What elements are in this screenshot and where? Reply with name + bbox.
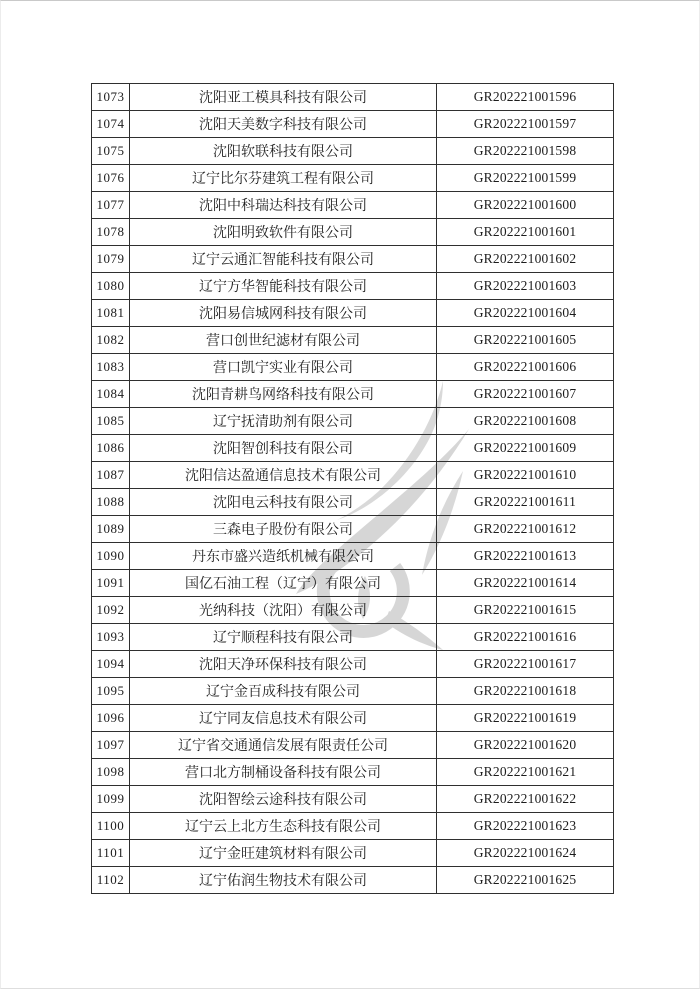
reg-code-cell: GR202221001625: [437, 867, 614, 894]
table-row: [92, 759, 614, 786]
reg-code-cell: GR202221001596: [437, 84, 614, 111]
table-row: [92, 489, 614, 516]
reg-code-cell: GR202221001610: [437, 462, 614, 489]
table-row: [92, 84, 614, 111]
reg-code-cell: GR202221001621: [437, 759, 614, 786]
row-number-cell: 1075: [92, 138, 130, 165]
row-number-cell: 1100: [92, 813, 130, 840]
company-name-cell: 辽宁佑润生物技术有限公司: [130, 867, 437, 894]
table-row: [92, 354, 614, 381]
row-number-cell: 1092: [92, 597, 130, 624]
row-number-cell: 1081: [92, 300, 130, 327]
row-number-cell: 1091: [92, 570, 130, 597]
company-name-cell: 辽宁同友信息技术有限公司: [130, 705, 437, 732]
reg-code-cell: GR202221001617: [437, 651, 614, 678]
company-name-cell: 沈阳明致软件有限公司: [130, 219, 437, 246]
row-number-cell: 1079: [92, 246, 130, 273]
table-row: [92, 300, 614, 327]
reg-code-cell: GR202221001613: [437, 543, 614, 570]
reg-code-cell: GR202221001616: [437, 624, 614, 651]
company-name-cell: 光纳科技（沈阳）有限公司: [130, 597, 437, 624]
table-row: [92, 651, 614, 678]
row-number-cell: 1085: [92, 408, 130, 435]
reg-code-cell: GR202221001624: [437, 840, 614, 867]
reg-code-cell: GR202221001606: [437, 354, 614, 381]
company-name-cell: 辽宁金百成科技有限公司: [130, 678, 437, 705]
company-name-cell: 三森电子股份有限公司: [130, 516, 437, 543]
table-row: [92, 246, 614, 273]
row-number-cell: 1076: [92, 165, 130, 192]
reg-code-cell: GR202221001615: [437, 597, 614, 624]
reg-code-cell: GR202221001611: [437, 489, 614, 516]
table-row: [92, 597, 614, 624]
reg-code-cell: GR202221001609: [437, 435, 614, 462]
company-name-cell: 沈阳青耕鸟网络科技有限公司: [130, 381, 437, 408]
company-name-cell: 辽宁金旺建筑材料有限公司: [130, 840, 437, 867]
table-row: [92, 165, 614, 192]
row-number-cell: 1080: [92, 273, 130, 300]
reg-code-cell: GR202221001622: [437, 786, 614, 813]
company-name-cell: 营口创世纪滤材有限公司: [130, 327, 437, 354]
table-row: [92, 111, 614, 138]
reg-code-cell: GR202221001612: [437, 516, 614, 543]
reg-code-cell: GR202221001597: [437, 111, 614, 138]
table-row: [92, 327, 614, 354]
reg-code-cell: GR202221001598: [437, 138, 614, 165]
company-name-cell: 营口北方制桶设备科技有限公司: [130, 759, 437, 786]
table-row: [92, 786, 614, 813]
row-number-cell: 1090: [92, 543, 130, 570]
table-row: [92, 678, 614, 705]
reg-code-cell: GR202221001602: [437, 246, 614, 273]
table-row: [92, 273, 614, 300]
table-row: [92, 867, 614, 894]
company-name-cell: 辽宁方华智能科技有限公司: [130, 273, 437, 300]
certified-companies-table: [91, 83, 614, 894]
company-name-cell: 沈阳智创科技有限公司: [130, 435, 437, 462]
row-number-cell: 1086: [92, 435, 130, 462]
row-number-cell: 1074: [92, 111, 130, 138]
table-row: [92, 813, 614, 840]
row-number-cell: 1096: [92, 705, 130, 732]
company-name-cell: 辽宁云上北方生态科技有限公司: [130, 813, 437, 840]
company-name-cell: 沈阳亚工模具科技有限公司: [130, 84, 437, 111]
table-row: [92, 138, 614, 165]
company-name-cell: 沈阳易信城网科技有限公司: [130, 300, 437, 327]
reg-code-cell: GR202221001605: [437, 327, 614, 354]
row-number-cell: 1089: [92, 516, 130, 543]
table-row: [92, 192, 614, 219]
row-number-cell: 1082: [92, 327, 130, 354]
table-row: [92, 435, 614, 462]
table-row: [92, 381, 614, 408]
reg-code-cell: GR202221001619: [437, 705, 614, 732]
company-name-cell: 辽宁顺程科技有限公司: [130, 624, 437, 651]
row-number-cell: 1095: [92, 678, 130, 705]
company-name-cell: 辽宁省交通通信发展有限责任公司: [130, 732, 437, 759]
company-name-cell: 沈阳电云科技有限公司: [130, 489, 437, 516]
row-number-cell: 1098: [92, 759, 130, 786]
table-row: [92, 516, 614, 543]
row-number-cell: 1097: [92, 732, 130, 759]
table-row: [92, 570, 614, 597]
table-row: [92, 705, 614, 732]
row-number-cell: 1088: [92, 489, 130, 516]
reg-code-cell: GR202221001603: [437, 273, 614, 300]
row-number-cell: 1073: [92, 84, 130, 111]
company-name-cell: 沈阳天美数字科技有限公司: [130, 111, 437, 138]
row-number-cell: 1099: [92, 786, 130, 813]
table-row: [92, 408, 614, 435]
row-number-cell: 1094: [92, 651, 130, 678]
company-name-cell: 辽宁抚清助剂有限公司: [130, 408, 437, 435]
table-row: [92, 219, 614, 246]
table-row: [92, 840, 614, 867]
reg-code-cell: GR202221001604: [437, 300, 614, 327]
reg-code-cell: GR202221001600: [437, 192, 614, 219]
company-name-cell: 丹东市盛兴造纸机械有限公司: [130, 543, 437, 570]
row-number-cell: 1083: [92, 354, 130, 381]
row-number-cell: 1102: [92, 867, 130, 894]
company-name-cell: 沈阳软联科技有限公司: [130, 138, 437, 165]
company-name-cell: 国亿石油工程（辽宁）有限公司: [130, 570, 437, 597]
row-number-cell: 1101: [92, 840, 130, 867]
company-name-cell: 沈阳中科瑞达科技有限公司: [130, 192, 437, 219]
row-number-cell: 1078: [92, 219, 130, 246]
reg-code-cell: GR202221001601: [437, 219, 614, 246]
company-name-cell: 沈阳信达盈通信息技术有限公司: [130, 462, 437, 489]
table-row: [92, 462, 614, 489]
company-name-cell: 辽宁云通汇智能科技有限公司: [130, 246, 437, 273]
reg-code-cell: GR202221001607: [437, 381, 614, 408]
reg-code-cell: GR202221001623: [437, 813, 614, 840]
reg-code-cell: GR202221001614: [437, 570, 614, 597]
row-number-cell: 1084: [92, 381, 130, 408]
company-name-cell: 沈阳天净环保科技有限公司: [130, 651, 437, 678]
company-name-cell: 营口凯宁实业有限公司: [130, 354, 437, 381]
reg-code-cell: GR202221001599: [437, 165, 614, 192]
row-number-cell: 1087: [92, 462, 130, 489]
table-row: [92, 543, 614, 570]
table-row: [92, 624, 614, 651]
company-name-cell: 沈阳智绘云途科技有限公司: [130, 786, 437, 813]
reg-code-cell: GR202221001620: [437, 732, 614, 759]
reg-code-cell: GR202221001608: [437, 408, 614, 435]
company-name-cell: 辽宁比尔芬建筑工程有限公司: [130, 165, 437, 192]
row-number-cell: 1093: [92, 624, 130, 651]
row-number-cell: 1077: [92, 192, 130, 219]
reg-code-cell: GR202221001618: [437, 678, 614, 705]
table-row: [92, 732, 614, 759]
